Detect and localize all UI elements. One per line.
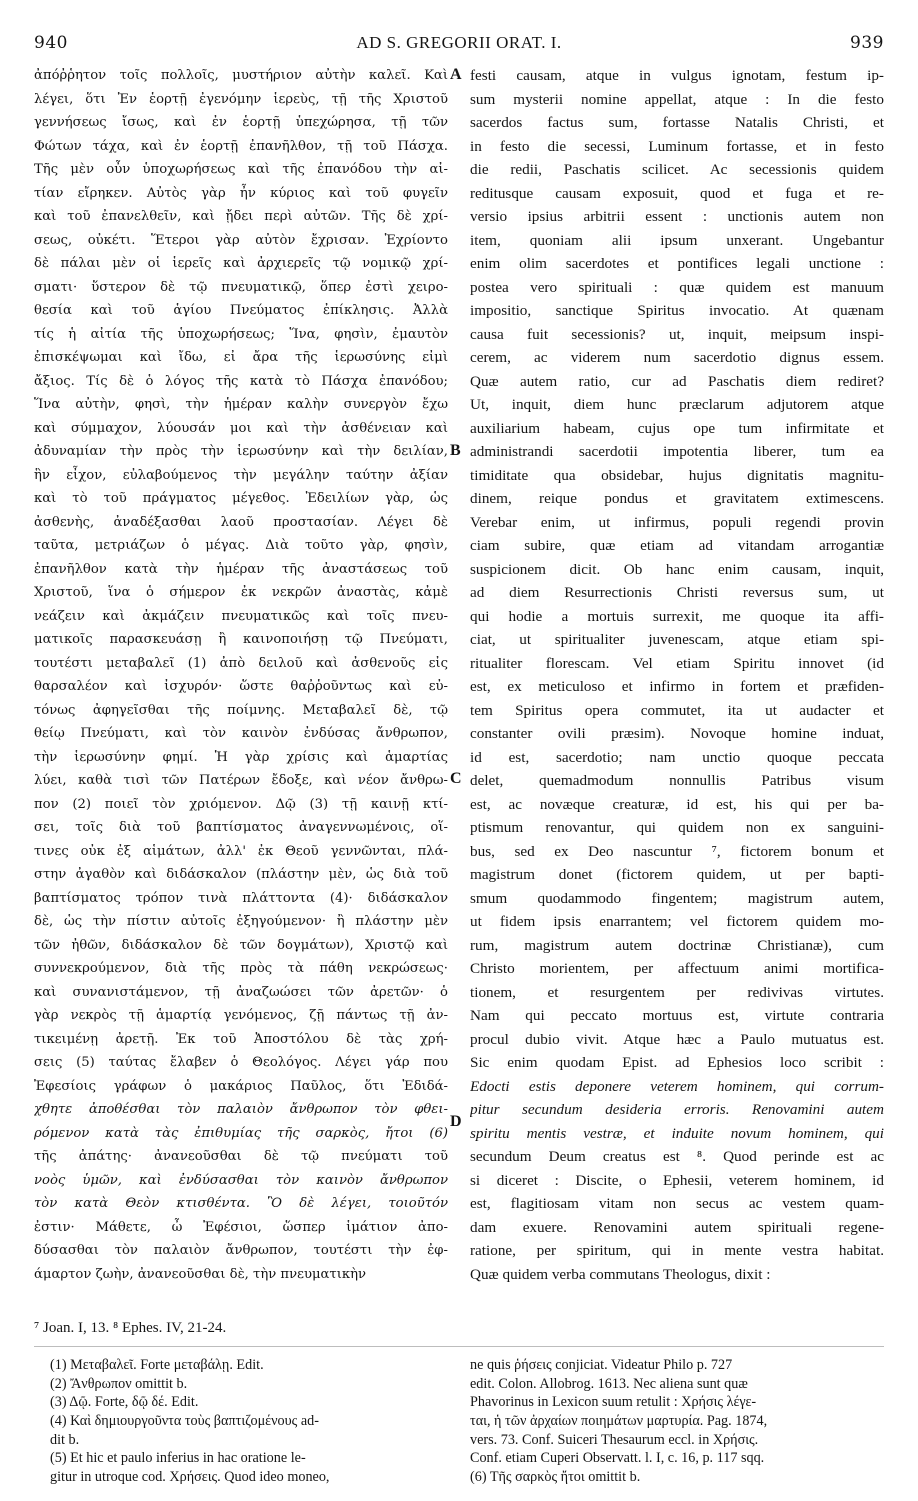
- latin-text-line: administrandi sacerdotii impotentia liberer, tum ea: [470, 443, 884, 460]
- greek-text-line: τὸν κατὰ Θεὸν κτισθέντα. Ὃ δὲ λέγει, τοιοῦτόν: [34, 1196, 448, 1211]
- greek-text-line: λύει, καθὰ τισὶ τῶν Πατέρων ἔδοξε, καὶ νέον ἄνθρω-: [34, 773, 448, 788]
- greek-text-line: τίς ἡ αἰτία τῆς ὑποχωρήσεως; Ἵνα, φησὶν, ἐμαυτὸν: [34, 326, 448, 342]
- margin-marker-b: B: [450, 442, 461, 459]
- greek-text-line: θεσία καὶ τοῦ ἁγίου Πνεύματος ἐπίκλησις. Ἀλλὰ: [34, 303, 448, 318]
- latin-text-line: ciam subire, quæ etiam ad vitandam arrogantiæ: [470, 537, 884, 554]
- greek-text-column: [34, 64, 448, 1286]
- latin-text-line: versio ipsius arbitrii essent : unctionis autem non: [470, 208, 884, 225]
- greek-text-line: σματι· ὕστερον δὲ τῷ πνευματικῷ, ὅπερ ἐστὶ χειρο-: [34, 279, 448, 295]
- footnote-line: vers. 73. Conf. Suiceri Thesaurum eccl. in Χρήσις.: [470, 1431, 759, 1448]
- latin-text-line: impositio, sanctique Spiritus invocatio. At quænam: [470, 302, 884, 319]
- latin-text-line: id est, sacerdotio; nam unctio quoque peccata: [470, 748, 884, 766]
- latin-text-line: auxiliarium habeam, cujus ope tum infirmitate et: [470, 419, 884, 437]
- greek-text-line: ἄξιος. Τίς δὲ ὁ λόγος τῆς κατὰ τὸ Πάσχα ἐπανόδου;: [34, 373, 448, 389]
- latin-text-line: ritualiter florescam. Vel etiam Spiritu innovet (id: [470, 654, 884, 672]
- latin-text-line: rum, magistrum autem doctrinæ Christianæ), cum: [470, 936, 884, 954]
- greek-text-line: σεως, οὐκέτι. Ἕτεροι γὰρ αὐτὸν ἔχρισαν. Ἐχρίοντο: [34, 232, 448, 248]
- latin-text-line: Verebar enim, ut infirmus, populi regendi provin: [470, 513, 884, 531]
- footnote-line: Phavorinus in Lexicon suum retulit : Χρήσις λέγε-: [470, 1394, 757, 1411]
- greek-text-line: ἣν εἶχον, εὐλαβούμενος τὴν μεγάλην ταύτην ἀξίαν: [34, 467, 448, 483]
- greek-text-line: πον (2) ποιεῖ τὸν χριόμενον. Δῷ (3) τῇ καινῇ κτί-: [34, 796, 448, 812]
- greek-text-line: σει, τοῖς διὰ τοῦ βαπτίσματος ἀναγεννωμένοις, οἵ-: [34, 820, 448, 835]
- latin-text-line: si diceret : Discite, o Ephesii, veterem hominem, id: [470, 1171, 884, 1189]
- latin-text-line: magistrum donet (fictorem quidem, ut per bapti-: [470, 866, 884, 883]
- latin-text-line: bus, sed ex Deo nascuntur ⁷, fictorem bonum et: [470, 842, 884, 860]
- latin-text-line: Quæ quidem verba commutans Theologus, dixit :: [470, 1265, 771, 1283]
- latin-text-line: ratione, per spiritum, qui in mente vestra habitat.: [470, 1242, 884, 1259]
- margin-marker-c: C: [450, 770, 462, 787]
- greek-text-line: τῆς ἀπάτης· ἀνανεοῦσθαι δὲ τῷ πνεύματι τοῦ: [34, 1149, 448, 1164]
- margin-marker-d: D: [450, 1113, 462, 1130]
- latin-text-line: Quæ autem ratio, cur ad Paschatis diem rediret?: [470, 372, 884, 390]
- latin-text-line: ut fidem ipsis enarrantem; vel fictorem quidem mo-: [470, 913, 884, 930]
- footnotes-left: [50, 1356, 448, 1487]
- greek-text-line: ταῦτα, μετριάζων ὁ μέγας. Διὰ τοῦτο γὰρ, φησὶν,: [34, 538, 448, 553]
- greek-text-line: νεάζειν καὶ ἀκμάζειν πνευματικῶς καὶ τοῖς πνευ-: [34, 608, 448, 624]
- scripture-references: ⁷ Joan. I, 13. ⁸ Ephes. IV, 21-24.: [34, 1320, 227, 1336]
- latin-text-line: est, ac novæque creaturæ, id est, his qui per ba-: [470, 795, 884, 813]
- latin-text-line: reditusque causam exposuit, quod et fuga et re-: [470, 184, 884, 202]
- greek-text-line: νοὸς ὑμῶν, καὶ ἐνδύσασθαι τὸν καινὸν ἄνθρωπον: [34, 1172, 448, 1188]
- greek-text-line: ἐπισκέψωμαι καὶ ἴδω, εἰ ἄρα τῆς ἱερωσύνης εἰμὶ: [34, 350, 448, 365]
- greek-text-line: θείῳ Πνεύματι, καὶ τὸν καινὸν ἐνδύσας ἄνθρωπον,: [34, 726, 448, 741]
- greek-text-line: Ἐφεσίοις γράφων ὁ μακάριος Παῦλος, ὅτι Ἐδιδά-: [34, 1078, 448, 1094]
- latin-text-line: ciat, ut spiritualiter juvenescam, atque etiam spi-: [470, 631, 884, 648]
- greek-text-line: δύσασθαι τὸν παλαιὸν ἄνθρωπον, τουτέστι τὴν ἐφ-: [34, 1243, 448, 1258]
- greek-text-line: Χριστοῦ, ἵνα ὁ σήμερον ἐκ νεκρῶν ἀναστὰς, κἀμὲ: [34, 585, 448, 600]
- latin-text-line: Edocti estis deponere veterem hominem, qui corrum-: [470, 1077, 884, 1095]
- latin-text-line: in festo die secessi, Luminum fortasse, et in festo: [470, 137, 884, 155]
- footnote-divider: [34, 1346, 884, 1347]
- greek-text-line: γεννήσεως ἴσως, καὶ ἐν ἑορτῇ ὑπεχώρησα, τῇ τῶν: [34, 115, 448, 130]
- latin-text-line: tem Spiritus opera commutet, ita ut audacter et: [470, 701, 884, 719]
- running-header: [34, 31, 884, 57]
- greek-text-line: ρόμενον κατὰ τὰς ἐπιθυμίας τῆς σαρκὸς, ἤτοι (6): [34, 1125, 448, 1141]
- greek-text-line: τινες οὐκ ἐξ αἱμάτων, ἀλλ' ἐκ Θεοῦ γεννῶνται, πλά-: [34, 843, 448, 859]
- greek-text-line: δὲ, ὡς τὴν πίστιν αὐτοῖς ἐξηγούμενον· ἢ πλάστην μὲν: [34, 914, 448, 929]
- latin-text-line: qui hodie a mortuis surrexit, me quoque ita affi-: [470, 607, 884, 625]
- latin-text-line: spiritu mentis vestræ, et induite novum hominem, qui: [470, 1124, 884, 1142]
- greek-text-line: Ἵνα αὐτὴν, φησὶ, τὴν ἡμέραν καλὴν συνεργὸν ἔχω: [34, 397, 448, 412]
- greek-text-line: Τῆς μὲν οὖν ὑποχωρήσεως καὶ τῆς ἐπανόδου τὴν αἰ-: [34, 162, 448, 177]
- greek-text-line: βαπτίσματος τρόπον τινὰ πλάττοντα (4)· διδάσκαλον: [34, 890, 448, 906]
- greek-text-line: γὰρ νεκρὸς τῇ ἁμαρτίᾳ γενόμενος, ζῇ πάντως τῇ ἀν-: [34, 1008, 448, 1023]
- footnote-line: edit. Colon. Allobrog. 1613. Nec aliena sunt quæ: [470, 1375, 748, 1392]
- greek-text-line: ματικοῖς παρασκευάσῃ ἢ καινοποιήσῃ τῷ Πνεύματι,: [34, 632, 448, 647]
- greek-text-line: τῶν ἠθῶν, διδάσκαλον δὲ τῶν δογμάτων), Χριστῷ καὶ: [34, 937, 448, 953]
- greek-text-line: καὶ σύμμαχον, λύουσάν μοι καὶ τὴν ἀσθένειαν καὶ: [34, 420, 448, 436]
- footnote-line: (3) Δῷ. Forte, δῷ δέ. Edit.: [50, 1394, 199, 1411]
- greek-text-line: στην ἀγαθὸν καὶ διδάσκαλον (πλάστην μὲν, ὡς διὰ τοῦ: [34, 867, 448, 882]
- footnote-line: ne quis ῥήσεις conjiciat. Videatur Philo p. 727: [470, 1357, 733, 1373]
- latin-text-line: causa fuit secessionis? ut, inquit, meipsum inspi-: [470, 325, 884, 343]
- greek-text-line: ἀσθενὴς, ἀναδέξασθαι λαοῦ προστασίαν. Λέγει δὲ: [34, 514, 448, 530]
- greek-text-line: θαρσαλέον καὶ ἰσχυρόν· ὥστε θαῤῥοῦντως καὶ εὐ-: [34, 679, 448, 694]
- margin-marker-a: A: [450, 66, 462, 83]
- latin-text-line: cerem, ac viderem num sacerdotio dignus essem.: [470, 349, 884, 366]
- greek-text-line: καὶ τὸ τοῦ πράγματος μέγεθος. Ἐδειλίων γὰρ, ὡς: [34, 491, 448, 506]
- latin-text-line: enim olim sacerdotes et pontifices legali unctione :: [470, 255, 884, 272]
- latin-text-column: [470, 64, 884, 1286]
- running-title: AD S. GREGORII ORAT. I.: [356, 33, 562, 52]
- latin-text-line: delet, quemadmodum nonnullis Patribus visum: [470, 772, 884, 789]
- greek-text-line: τόνως ἀφηγεῖσθαι τῆς ποίμνης. Μεταβαλεῖ δὲ, τῷ: [34, 702, 448, 718]
- greek-text-line: Φώτων τάχα, καὶ ἐν ἑορτῇ ἐπανῆλθον, τῇ τοῦ Πάσχα.: [34, 138, 448, 154]
- latin-text-line: procul dubio vivit. Atque hæc a Paulo mutuatus est.: [470, 1030, 884, 1048]
- latin-text-line: dinem, reique pondus et gravitatem extimescens.: [470, 490, 884, 507]
- latin-text-line: smum quodammodo fingentem; magistrum autem,: [470, 889, 884, 907]
- greek-text-line: σεις (5) ταύτας ἔλαβεν ὁ Θεολόγος. Λέγει γάρ που: [34, 1055, 448, 1070]
- footnote-line: (2) Ἄνθρωπον omittit b.: [50, 1375, 188, 1392]
- greek-text-line: χθητε ἀποθέσθαι τὸν παλαιὸν ἄνθρωπον τὸν φθει-: [34, 1102, 448, 1117]
- greek-text-line: δὲ πάλαι μὲν οἱ ἱερεῖς καὶ ἀρχιερεῖς τῷ νομικῷ χρί-: [34, 256, 448, 271]
- greek-text-line: τικειμένῃ ἀρετῇ. Ἐκ τοῦ Ἀποστόλου δὲ τὰς χρή-: [34, 1031, 448, 1047]
- greek-text-line: ἐστιν· Μάθετε, ὦ Ἐφέσιοι, ὥσπερ ἱμάτιον ἀπο-: [34, 1219, 448, 1235]
- latin-text-line: timiditate qua obsidebar, hujus dignitatis magnitu-: [470, 466, 884, 484]
- greek-text-line: συννεκρούμενον, διὰ τῆς πρὸς τὰ πάθη νεκρώσεως·: [34, 961, 448, 976]
- greek-text-line: ἀπόῤῥητον τοῖς πολλοῖς, μυστήριον αὐτὴν καλεῖ. Καὶ: [34, 68, 448, 83]
- footnote-line: ται, ἡ τῶν ἀρχαίων ποιημάτων μαρτυρία. Pag. 1874,: [470, 1413, 768, 1430]
- latin-text-line: pitur secundum desideria erroris. Renovamini autem: [470, 1101, 884, 1118]
- latin-text-line: sum mysterii nomine appellat, atque : In die festo: [470, 90, 884, 108]
- greek-text-line: τίαν εἴρηκεν. Αὐτὸς γὰρ ἦν κύριος καὶ τοῦ φυγεῖν: [34, 185, 448, 201]
- latin-text-line: suspicionem dicit. Ob hanc enim causam, inquit,: [470, 560, 884, 578]
- greek-text-line: ἐπανῆλθον κατὰ τὴν ἡμέραν τῆς ἀναστάσεως τοῦ: [34, 561, 448, 577]
- greek-text-line: τουτέστι μεταβαλεῖ (1) ἀπὸ δειλοῦ καὶ ἀσθενοῦς εἰς: [34, 655, 448, 671]
- latin-text-line: Christo morientem, per affectuum animi mortifica-: [470, 960, 884, 977]
- footnote-line: Conf. etiam Cuperi Observatt. l. I, c. 16, p. 117 sqq.: [470, 1450, 765, 1467]
- latin-text-line: est, flagitiosam vitam non secus ac vestem quam-: [470, 1195, 884, 1212]
- latin-text-line: die redii, Paschatis scilicet. Ac secessionis quidem: [470, 161, 884, 178]
- latin-text-line: dam exuere. Renovamini autem spirituali regene-: [470, 1218, 884, 1236]
- right-page-number: 939: [850, 33, 884, 53]
- greek-text-line: τὴν ἱερωσύνην φημί. Ἡ γὰρ χρίσις καὶ ἁμαρτίας: [34, 749, 448, 765]
- left-page-number: 940: [34, 33, 68, 53]
- latin-text-line: postea vero spirituali : quæ quidem est manuum: [470, 278, 884, 296]
- latin-text-line: est, ex meticuloso et infirmo in fortem et præfiden-: [470, 678, 884, 695]
- latin-text-line: tionem, et resurgentem per redivivas virtutes.: [470, 983, 884, 1001]
- footnote-line: dit b.: [50, 1431, 80, 1448]
- greek-text-line: ἀδυναμίαν τὴν πρὸς τὴν ἱερωσύνην καὶ τὴν δειλίαν,: [34, 444, 448, 459]
- footnote-line: gitur in utroque cod. Χρήσεις. Quod ideo moneo,: [50, 1469, 330, 1486]
- footnote-line: (5) Et hic et paulo inferius in hac oratione le-: [50, 1450, 306, 1467]
- greek-text-line: καὶ τοῦ ἐπανελθεῖν, καὶ ᾔδει περὶ αὐτῶν. Τῆς δὲ χρί-: [34, 209, 448, 224]
- footnote-line: (1) Μεταβαλεῖ. Forte μεταβάλῃ. Edit.: [50, 1357, 264, 1373]
- footnote-line: (4) Καὶ δημιουργοῦντα τοὺς βαπτιζομένους ad-: [50, 1413, 319, 1430]
- latin-text-line: Nam qui peccato mortuus est, virtute contraria: [470, 1007, 884, 1024]
- greek-text-line: άμαρτον ζωὴν, ἀνανεοῦσθαι δὲ, τὴν πνευματικὴν: [34, 1266, 367, 1282]
- latin-text-line: secundum Deum creatus est ⁸. Quod perinde est ac: [470, 1148, 884, 1165]
- latin-text-line: ptismum renovantur, qui quidem non ex sanguini-: [470, 819, 884, 836]
- latin-text-line: Sic enim quodam Epist. ad Ephesios loco scribit :: [470, 1054, 884, 1071]
- latin-text-line: festi causam, atque in vulgus ignotam, festum ip-: [470, 67, 884, 84]
- greek-text-line: λέγει, ὅτι Ἐν ἑορτῇ ἐγενόμην ἱερεὺς, τῇ τῆς Χριστοῦ: [34, 91, 448, 107]
- latin-text-line: Ut, inquit, diem hunc præclarum adjutorem atque: [470, 396, 884, 413]
- greek-text-line: καὶ συνανιστάμενον, τῇ ἀναζωώσει τῶν ἀρετῶν· ὁ: [34, 984, 448, 1000]
- latin-text-line: sacerdos factus sum, fortasse Natalis Christi, et: [470, 114, 884, 131]
- footnotes-right: [470, 1356, 884, 1487]
- latin-text-line: item, quoniam alii ipsum unxerant. Ungebantur: [470, 231, 884, 249]
- footnote-line: (6) Τῆς σαρκὸς ἤτοι omittit b.: [470, 1469, 641, 1486]
- latin-text-line: constanter ovili præsim). Novoque homine induat,: [470, 725, 884, 742]
- latin-text-line: ad diem Resurrectionis Christi reversus sum, ut: [470, 584, 884, 601]
